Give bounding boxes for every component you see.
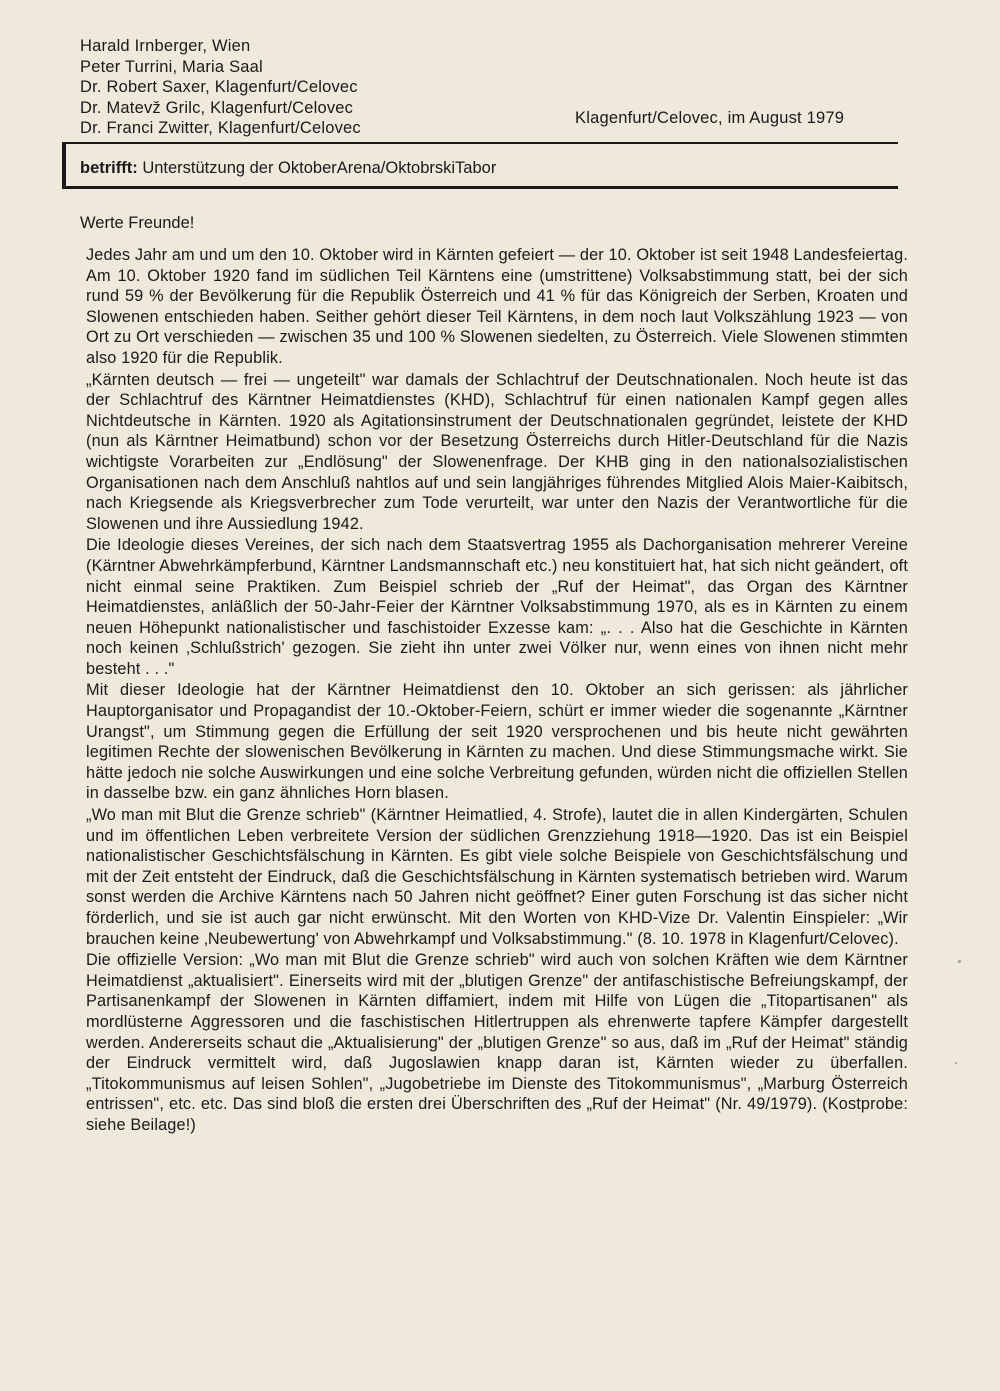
paragraph: „Kärnten deutsch — frei — ungeteilt" war damals der Schlachtruf der Deutschnationalen. Noch heute ist das der Schlachtruf des Kärntner Heimatdienstes (KHD), Schlachtruf für einen nationalen Kampf gegen alles Nichtdeutsche in Kärnten. 1920 als Agitationsinstrument der Deutschnationalen gegründet, leistete der KHD (nun als Kärntner Heimatbund) schon vor der Besetzung Österreichs durch Hitler-Deutschland für die Nazis wichtigste Vorarbeiten zur „Endlösung" der Slowenenfrage. Der KHB ging in den nationalsozialistischen Organisationen nach dem Anschluß nahtlos auf und sein langjähriges führendes Mitglied Alois Maier-Kaibitsch, nach Kriegsende als Kriegsverbrecher zum Tode verurteilt, war unter den Nazis der Verantwortliche für die Slowenen und ihre Aussiedlung 1942. xyxy=(86,370,908,533)
date-place: Klagenfurt/Celovec, im August 1979 xyxy=(575,109,845,127)
paragraph: Jedes Jahr am und um den 10. Oktober wird in Kärnten gefeiert — der 10. Oktober ist seit 1948 Landesfeiertag. Am 10. Oktober 1920 fand im südlichen Teil Kärntens eine (umstrittene) Volksabstimmung statt, bei der sich rund 59 % der Bevölkerung für die Republik Österreich und 41 % für das Königreich der Serben, Kroaten und Slowenen entschieden haben. Seither gehört dieser Teil Kärntens, in dem noch laut Volkszählung 1923 — von Ort zu Ort verschieden — zwischen 35 und 100 % Slowenen siedelten, zu Österreich. Viele Slowenen stimmten also 1920 für die Republik. xyxy=(86,246,908,367)
paragraph: Mit dieser Ideologie hat der Kärntner Heimatdienst den 10. Oktober an sich gerissen: als jährlicher Hauptorganisator und Propagandist der 10.-Oktober-Feiern, schürt er immer wieder die sogenannte „Kärntner Urangst", um Stimmung gegen die Erfüllung der seit 1920 versprochenen und bis heute nicht gewährten legitimen Rechte der slowenischen Bevölkerung in Kärnten zu machen. Und diese Stimmungsmache wirkt. Sie hätte jedoch nie solche Auswirkungen und eine solche Verbreitung gefunden, würden nicht die offiziellen Stellen in dasselbe bzw. ein ganz ähnliches Horn blasen. xyxy=(86,681,908,803)
paragraph: Die offizielle Version: „Wo man mit Blut die Grenze schrieb" wird auch von solchen Kräften wie dem Kärntner Heimatdienst „aktualisiert". Einerseits wird mit der „blutigen Grenze" der antifaschistische Befreiungskampf, der Partisanenkampf der Slowenen in Kärnten diffamiert, indem mit Hilfe von Lügen die „Titopartisanen" als mordlüsterne Aggressoren und die faschistischen Hitlertruppen als ehrenwerte tapfere Kämpfer dargestellt werden. Andererseits schaut die „Aktualisierung" der „blutigen Grenze" so aus, daß im „Ruf der Heimat" ständig der Eindruck vermittelt wird, daß Jugoslawien knapp daran ist, Kärnten wieder zu überfallen. „Titokommunismus auf leisen Sohlen", „Jugobetriebe im Dienste des Titokommunismus", „Marburg Österreich entrissen", etc. etc. Das sind bloß die ersten drei Überschriften des „Ruf der Heimat" (Nr. 49/1979). (Kostprobe: siehe Beilage!) xyxy=(86,951,908,1134)
greeting: Werte Freunde! xyxy=(80,214,195,232)
sender-line: Dr. Robert Saxer, Klagenfurt/Celovec xyxy=(80,78,358,96)
sender-line: Dr. Franci Zwitter, Klagenfurt/Celovec xyxy=(80,119,361,137)
subject-rule-top xyxy=(62,142,898,144)
letter-body xyxy=(86,245,908,1137)
subject-box xyxy=(62,142,898,188)
subject-text: Unterstützung der OktoberArena/OktobrskiTabor xyxy=(137,159,497,177)
paper-speck xyxy=(958,960,961,963)
paper-speck xyxy=(955,1062,957,1064)
subject-rule-left xyxy=(62,142,66,188)
subject-rule-bottom xyxy=(62,186,898,189)
paragraph: Die Ideologie dieses Vereines, der sich nach dem Staatsvertrag 1955 als Dachorganisation mehrerer Vereine (Kärntner Abwehrkämpferbund, Kärntner Landsmannschaft etc.) neu konstituiert hat, hat sich nicht geändert, oft nicht einmal seine Praktiken. Zum Beispiel schrieb der „Ruf der Heimat", das Organ des Kärntner Heimatdienstes, anläßlich der 50-Jahr-Feier der Kärntner Volksabstimmung 1970, als es in Kärnten zu einem neuen Höhepunkt nationalistischer und faschistoider Exzesse kam: „. . . Also hat die Geschichte in Kärnten noch keinen ‚Schlußstrich' gezogen. Sie zieht ihn unter zwei Völker nur, wenn eines von ihnen nicht mehr besteht . . ." xyxy=(86,536,908,678)
subject-label: betrifft: xyxy=(80,159,138,177)
sender-line: Dr. Matevž Grilc, Klagenfurt/Celovec xyxy=(80,98,354,117)
sender-line: Peter Turrini, Maria Saal xyxy=(80,57,263,76)
sender-list xyxy=(80,36,361,139)
subject-line xyxy=(80,159,496,178)
sender-line: Harald Irnberger, Wien xyxy=(80,37,251,55)
paragraph: „Wo man mit Blut die Grenze schrieb" (Kärntner Heimatlied, 4. Strofe), lautet die in allen Kindergärten, Schulen und im öffentlichen Leben verbreitete Version der südlichen Grenzziehung 1918—1920. Das ist ein Beispiel nationalistischer Geschichtsfälschung in Kärnten. Es gibt viele solche Beispiele von Geschichtsfälschung und mit der Zeit entsteht der Eindruck, daß die Geschichtsfälschung in Kärnten systematisch betrieben wird. Warum sonst werden die Archive Kärntens nach 50 Jahren nicht geöffnet? Einer guten Forschung ist das sicher nicht förderlich, und sie ist auch gar nicht erwünscht. Mit den Worten von KHD-Vize Dr. Valentin Einspieler: „Wir brauchen keine ‚Neubewertung' von Abwehrkampf und Volksabstimmung." (8. 10. 1978 in Klagenfurt/Celovec). xyxy=(86,806,908,948)
